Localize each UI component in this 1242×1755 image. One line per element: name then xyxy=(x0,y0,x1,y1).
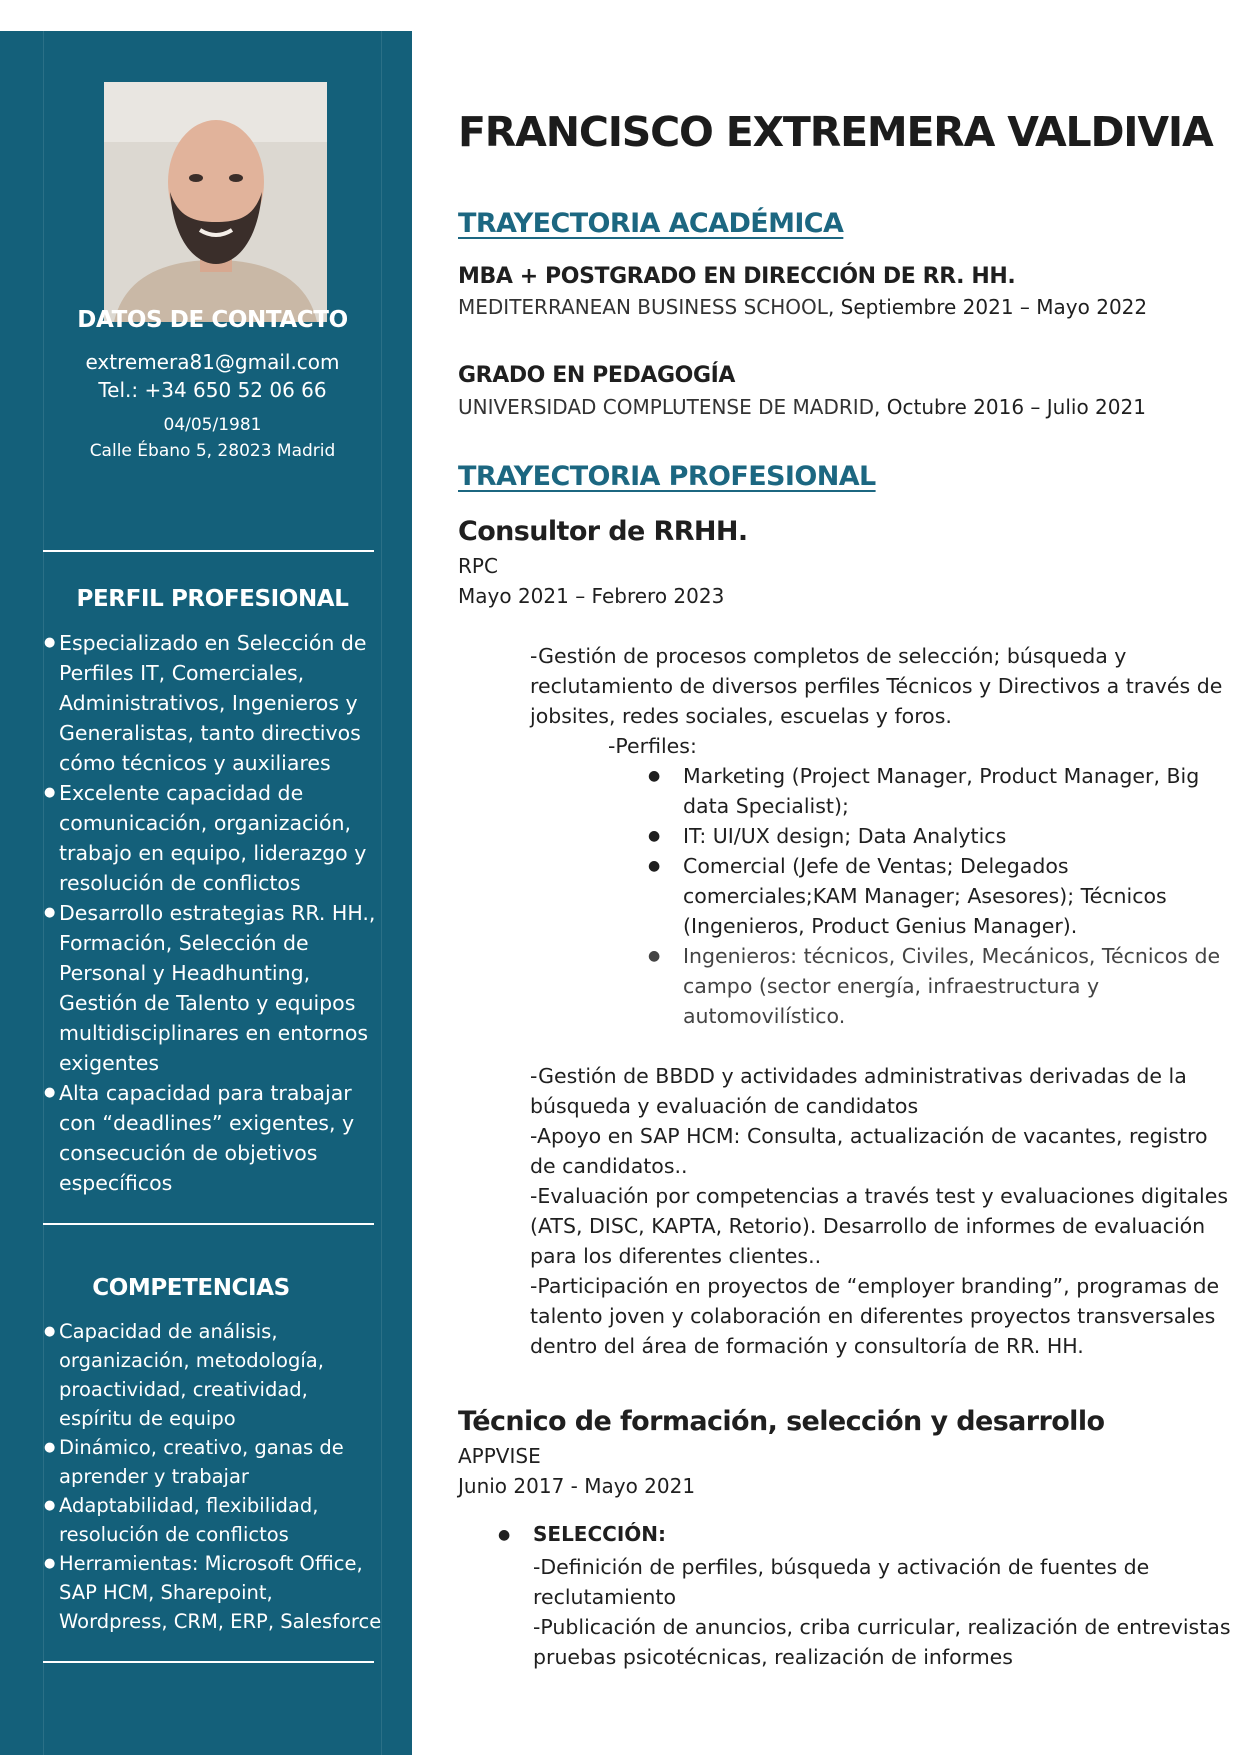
job-dates: Junio 2017 - Mayo 2021 xyxy=(458,1474,696,1498)
profile-photo xyxy=(104,82,327,322)
list-item: ● Comercial (Jefe de Ventas; Delegados comerciales;KAM Manager; Asesores); Técnicos (Ingenieros, Product Genius Manager). xyxy=(648,851,1238,941)
job-company: RPC xyxy=(458,554,498,578)
contact-heading: DATOS DE CONTACTO xyxy=(77,307,348,333)
academic-heading: TRAYECTORIA ACADÉMICA xyxy=(458,208,844,239)
sidebar-divider xyxy=(43,1223,374,1225)
task-item: -Gestión de BBDD y actividades administrativas derivadas de la búsqueda y evaluación de candidatos xyxy=(530,1064,1187,1118)
list-item: ● Desarrollo estrategias RR. HH., Formación, Selección de Personal y Headhunting, Gestión de Talento y equipos multidisciplinares en entornos exigentes xyxy=(44,898,384,1078)
contact-phone: Tel.: +34 650 52 06 66 xyxy=(98,378,327,402)
degree-dates: , Octubre 2016 – Julio 2021 xyxy=(874,395,1146,419)
skills-list xyxy=(44,1317,384,1636)
profiles-list xyxy=(648,761,1238,1031)
professional-heading: TRAYECTORIA PROFESIONAL xyxy=(458,461,876,492)
job-tasks xyxy=(530,1061,1230,1361)
list-item: ● Alta capacidad para trabajar con “deadlines” exigentes, y consecución de objetivos específicos xyxy=(44,1078,384,1198)
job-intro-text: -Gestión de procesos completos de selección; búsqueda y reclutamiento de diversos perfiles Técnicos y Directivos a través de jobsites, redes sociales, escuelas y foros. xyxy=(530,644,1223,728)
selection-heading: SELECCIÓN: xyxy=(533,1522,667,1546)
job-title: Consultor de RRHH. xyxy=(458,516,748,547)
task-item: -Participación en proyectos de “employer branding”, programas de talento joven y colaboración en diferentes proyectos transversales dentro del área de formación y consultoría de RR. HH. xyxy=(530,1274,1220,1358)
sidebar-divider xyxy=(43,1661,374,1663)
list-item: ● Capacidad de análisis, organización, metodología, proactividad, creatividad, espíritu de equipo xyxy=(44,1317,384,1433)
task-item: -Definición de perfiles, búsqueda y activación de fuentes de reclutamiento xyxy=(533,1555,1150,1609)
profile-list xyxy=(44,628,384,1198)
sidebar xyxy=(0,31,412,1755)
degree-school xyxy=(458,295,1147,319)
degree-title: MBA + POSTGRADO EN DIRECCIÓN DE RR. HH. xyxy=(458,264,1016,289)
task-item: -Evaluación por competencias a través test y evaluaciones digitales (ATS, DISC, KAPTA, Retorio). Desarrollo de informes de evaluación para los diferentes clientes.. xyxy=(530,1184,1229,1268)
profiles-label: -Perfiles: xyxy=(608,734,697,758)
list-item: ● Excelente capacidad de comunicación, organización, trabajo en equipo, liderazgo y resolución de conflictos xyxy=(44,778,384,898)
school-name: UNIVERSIDAD COMPLUTENSE DE MADRID xyxy=(458,395,875,419)
skills-heading: COMPETENCIAS xyxy=(92,1275,290,1301)
list-item: ● Herramientas: Microsoft Office, SAP HCM, Sharepoint, Wordpress, CRM, ERP, Salesforce xyxy=(44,1549,384,1636)
bullet-icon: ● xyxy=(498,1527,511,1543)
degree-dates: , Septiembre 2021 – Mayo 2022 xyxy=(827,295,1148,319)
contact-email[interactable]: extremera81@gmail.com xyxy=(85,350,340,374)
list-item: ● IT: UI/UX design; Data Analytics xyxy=(648,821,1238,851)
task-item: -Publicación de anuncios, criba curricular, realización de entrevistas pruebas psicotécnicas, realización de informes xyxy=(533,1615,1231,1669)
job-intro xyxy=(530,641,1230,761)
list-item: ● Adaptabilidad, flexibilidad, resolución de conflictos xyxy=(44,1491,384,1549)
list-item: ● Ingenieros: técnicos, Civiles, Mecánicos, Técnicos de campo (sector energía, infraestructura y automovilístico. xyxy=(648,941,1238,1031)
job-dates: Mayo 2021 – Febrero 2023 xyxy=(458,584,725,608)
list-item: ● Marketing (Project Manager, Product Manager, Big data Specialist); xyxy=(648,761,1238,821)
degree-title: GRADO EN PEDAGOGÍA xyxy=(458,363,736,388)
selection-list xyxy=(533,1552,1233,1672)
profile-heading: PERFIL PROFESIONAL xyxy=(76,586,349,612)
contact-address: Calle Ébano 5, 28023 Madrid xyxy=(89,441,336,461)
task-item: -Apoyo en SAP HCM: Consulta, actualización de vacantes, registro de candidatos.. xyxy=(530,1124,1208,1178)
job-company: APPVISE xyxy=(458,1444,541,1468)
degree-school xyxy=(458,395,1146,419)
list-item: ● Especializado en Selección de Perfiles IT, Comerciales, Administrativos, Ingenieros y Generalistas, tanto directivos cómo técnicos y auxiliares xyxy=(44,628,384,778)
contact-birthdate: 04/05/1981 xyxy=(163,415,262,435)
sidebar-divider xyxy=(43,550,374,552)
list-item: ● Dinámico, creativo, ganas de aprender y trabajar xyxy=(44,1433,384,1491)
job-title: Técnico de formación, selección y desarrollo xyxy=(458,1406,1105,1437)
school-name: MEDITERRANEAN BUSINESS SCHOOL xyxy=(458,295,828,319)
page-title: FRANCISCO EXTREMERA VALDIVIA xyxy=(458,108,1213,156)
